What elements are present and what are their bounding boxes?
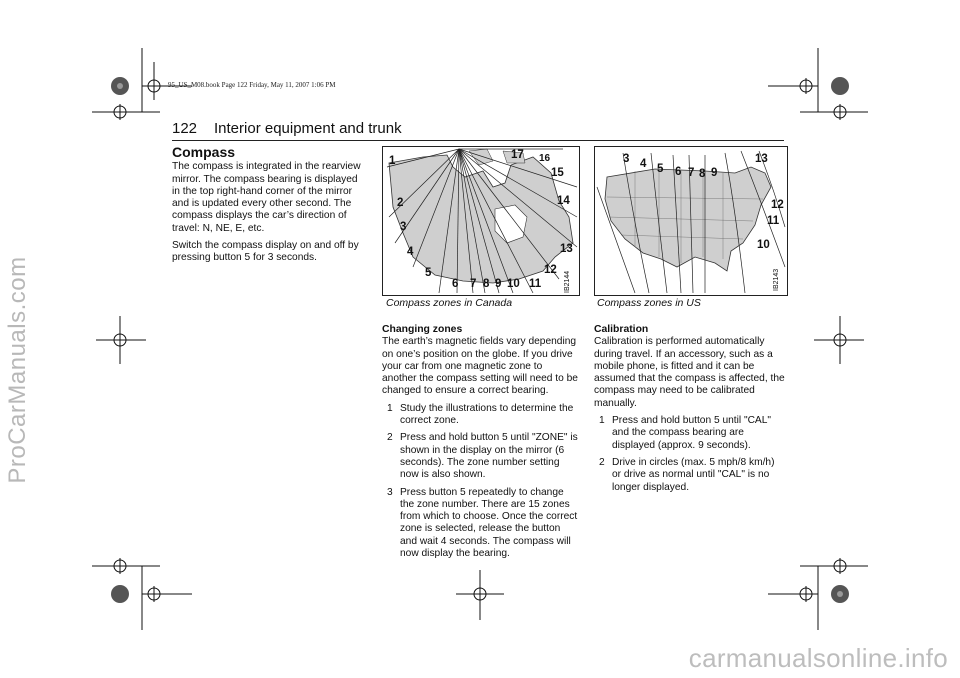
calibration-heading: Calibration (594, 324, 649, 335)
us-zone-label: 10 (757, 239, 770, 251)
us-zone-label: 11 (767, 215, 780, 227)
figure-code: IB2144 (564, 270, 571, 293)
us-zone-label: 7 (688, 167, 695, 179)
canada-zone-label: 7 (470, 278, 477, 290)
compass-heading: Compass (172, 144, 236, 160)
step-text: Press button 5 repeatedly to change the zone number. There are 15 zones from which to choose. Once the correct zone is selected, release the button and wait 4 seconds. The compass will now display the bearing. (400, 486, 578, 560)
canada-zone-label: 8 (483, 278, 490, 290)
canada-map-caption: Compass zones in Canada (386, 297, 513, 309)
canada-zone-label: 11 (529, 278, 542, 290)
us-zone-label: 9 (711, 167, 718, 179)
canada-zone-label: 4 (407, 246, 414, 258)
calibration-intro: Calibration is performed automatically during travel. If an accessory, such as a mobile phone, is fitted and it can be assumed that the compass is affected, the compass may need to be calibrated manually. (594, 336, 785, 409)
us-zone-label: 8 (699, 168, 706, 180)
canada-zone-label: 13 (560, 243, 573, 255)
canada-zone-label: 16 (539, 153, 551, 164)
us-zone-label: 6 (675, 166, 682, 178)
canada-zone-label: 12 (544, 264, 557, 276)
canada-zone-label: 2 (397, 197, 404, 209)
us-zone-label: 4 (640, 158, 647, 170)
page-header (172, 120, 784, 137)
changing-zones-steps (382, 403, 578, 561)
calibration-section (594, 324, 786, 499)
figure-code: IB2143 (773, 268, 780, 291)
page-number: 122 (172, 120, 198, 137)
canada-zone-label: 9 (495, 278, 502, 290)
compass-paragraph: Switch the compass display on and off by pressing button 5 for 3 seconds. (172, 240, 359, 264)
watermark-left-text: ProCarManuals.com (4, 256, 31, 484)
calibration-steps (594, 415, 786, 494)
carmanualsonline-watermark: carmanualsonline.info (688, 643, 948, 673)
step-number: 3 (387, 486, 393, 498)
step-number: 2 (387, 432, 393, 444)
step-text: Study the illustrations to determine the correct zone. (400, 402, 574, 427)
step-item (594, 415, 786, 452)
canada-zone-label: 5 (425, 267, 432, 279)
compass-section (172, 146, 364, 270)
step-item (594, 457, 786, 494)
header-rule (172, 140, 784, 141)
section-title: Interior equipment and trunk (214, 120, 402, 137)
step-item (382, 487, 578, 561)
canada-zone-label: 3 (400, 221, 407, 233)
step-number: 1 (387, 402, 393, 414)
step-item (382, 432, 578, 481)
changing-zones-intro: The earth’s magnetic fields vary depending on one’s position on the globe. If you drive your car from one magnetic zone to another the compass setting will need to be changed to ensure a correct bearing. (382, 336, 578, 397)
canada-zone-label: 14 (557, 195, 570, 207)
canada-zone-label: 6 (452, 278, 459, 290)
print-info-line: 95_US_M08.book Page 122 Friday, May 11, 2007 1:06 PM (168, 81, 336, 89)
us-zone-label: 12 (771, 199, 784, 211)
us-zone-label: 3 (623, 153, 630, 165)
step-text: Press and hold button 5 until "CAL" and the compass bearing are displayed (approx. 9 seconds). (612, 415, 772, 451)
step-number: 1 (599, 415, 605, 427)
step-text: Press and hold button 5 until "ZONE" is shown in the display on the mirror (6 seconds). The zone number setting now is also shown. (400, 432, 578, 481)
canada-compass-map (382, 146, 580, 296)
compass-paragraph: The compass is integrated in the rearview mirror. The compass bearing is displayed in the top right-hand corner of the mirror and is updated every other second. The compass displays the car’s direction of travel: N, NE, E, etc. (172, 161, 361, 234)
canada-zone-label: 15 (551, 167, 564, 179)
canada-zone-label: 10 (507, 278, 520, 290)
canada-zone-label: 17 (511, 149, 524, 161)
us-compass-map (594, 146, 788, 296)
us-zone-label: 5 (657, 163, 664, 175)
changing-zones-section (382, 324, 578, 565)
us-map-caption: Compass zones in US (597, 297, 701, 309)
step-number: 2 (599, 456, 605, 468)
canada-zone-label: 1 (389, 155, 396, 167)
us-zone-label: 13 (755, 153, 768, 165)
changing-zones-heading: Changing zones (382, 324, 463, 335)
step-item (382, 403, 578, 428)
step-text: Drive in circles (max. 5 mph/8 km/h) or drive as normal until "CAL" is no longer displayed. (612, 456, 775, 493)
